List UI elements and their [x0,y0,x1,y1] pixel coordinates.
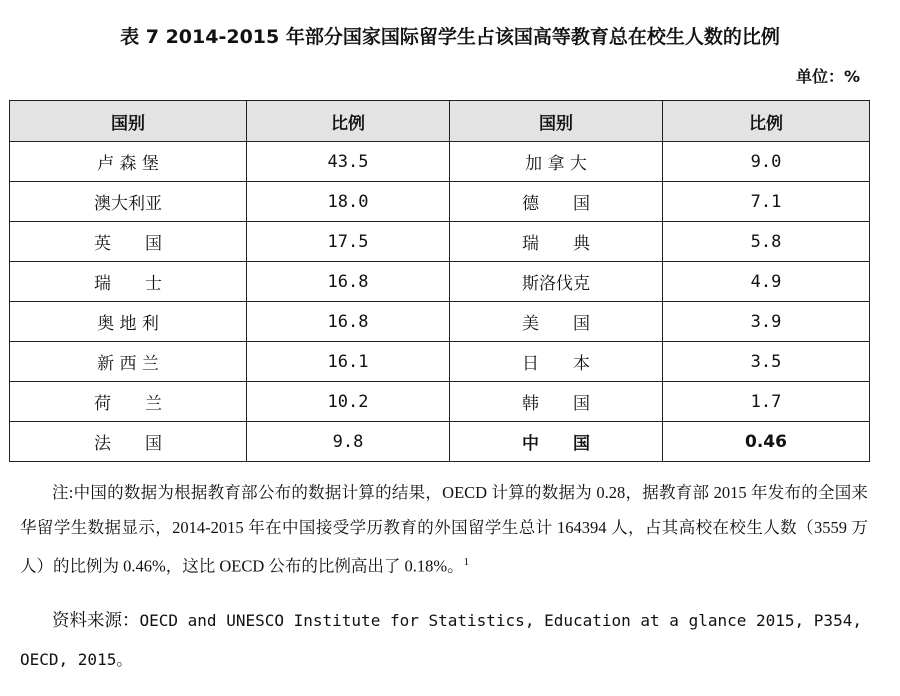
table-title: 表 7 2014-2015 年部分国家国际留学生占该国高等教育总在校生人数的比例 [120,26,780,48]
table-row [10,262,870,302]
ratio-cell: 1.7 [663,382,870,422]
country-cell: 美 国 [450,302,663,342]
country-cell: 新 西 兰 [10,342,247,382]
country-cell: 澳大利亚 [10,182,247,222]
ratio-cell: 5.8 [663,222,870,262]
source-label: 资料来源： [52,610,140,630]
table-row [10,182,870,222]
table-note [20,476,868,584]
country-cell: 卢 森 堡 [10,142,247,182]
header-ratio-right: 比例 [663,101,870,142]
country-cell: 英 国 [10,222,247,262]
ratio-cell: 3.9 [663,302,870,342]
table-row [10,222,870,262]
ratio-cell: 18.0 [247,182,450,222]
country-cell: 斯洛伐克 [450,262,663,302]
header-country-right: 国别 [450,101,663,142]
country-cell: 荷 兰 [10,382,247,422]
ratio-cell: 16.8 [247,262,450,302]
note-text: 注:中国的数据为根据教育部公布的数据计算的结果，OECD 计算的数据为 0.28，据教育部 2015 年发布的全国来华留学生数据显示，2014-2015 年在中国接受学历教育的外国留学生总计 164394 人，占其高校在校生人数（3559 万人）的比例为 0.46%，这比 OECD 公布的比例高出了 0.18%。 [20,483,868,576]
ratio-cell: 16.1 [247,342,450,382]
table-row [10,302,870,342]
ratio-cell: 4.9 [663,262,870,302]
unit-label: 单位：% [795,67,860,86]
country-cell: 瑞 士 [10,262,247,302]
country-cell: 德 国 [450,182,663,222]
table-row [10,382,870,422]
country-cell-highlight: 中 国 [450,422,663,462]
ratio-cell: 3.5 [663,342,870,382]
source-text: OECD and UNESCO Institute for Statistics, Education at a glance 2015, P354, OECD, 2015。 [20,611,862,669]
table-row [10,342,870,382]
ratio-cell: 7.1 [663,182,870,222]
ratio-cell: 9.8 [247,422,450,462]
ratio-cell: 9.0 [663,142,870,182]
header-row [10,101,870,142]
ratio-cell: 16.8 [247,302,450,342]
ratio-cell: 43.5 [247,142,450,182]
source-citation [20,601,870,679]
country-cell: 日 本 [450,342,663,382]
table-row [10,422,870,462]
country-cell: 韩 国 [450,382,663,422]
data-table [9,100,870,462]
ratio-cell: 17.5 [247,222,450,262]
header-ratio-left: 比例 [247,101,450,142]
country-cell: 法 国 [10,422,247,462]
ratio-cell-highlight: 0.46 [663,422,870,462]
country-cell: 瑞 典 [450,222,663,262]
ratio-cell: 10.2 [247,382,450,422]
table-row [10,142,870,182]
header-country-left: 国别 [10,101,247,142]
country-cell: 奥 地 利 [10,302,247,342]
footnote-marker: 1 [463,556,470,568]
country-cell: 加 拿 大 [450,142,663,182]
